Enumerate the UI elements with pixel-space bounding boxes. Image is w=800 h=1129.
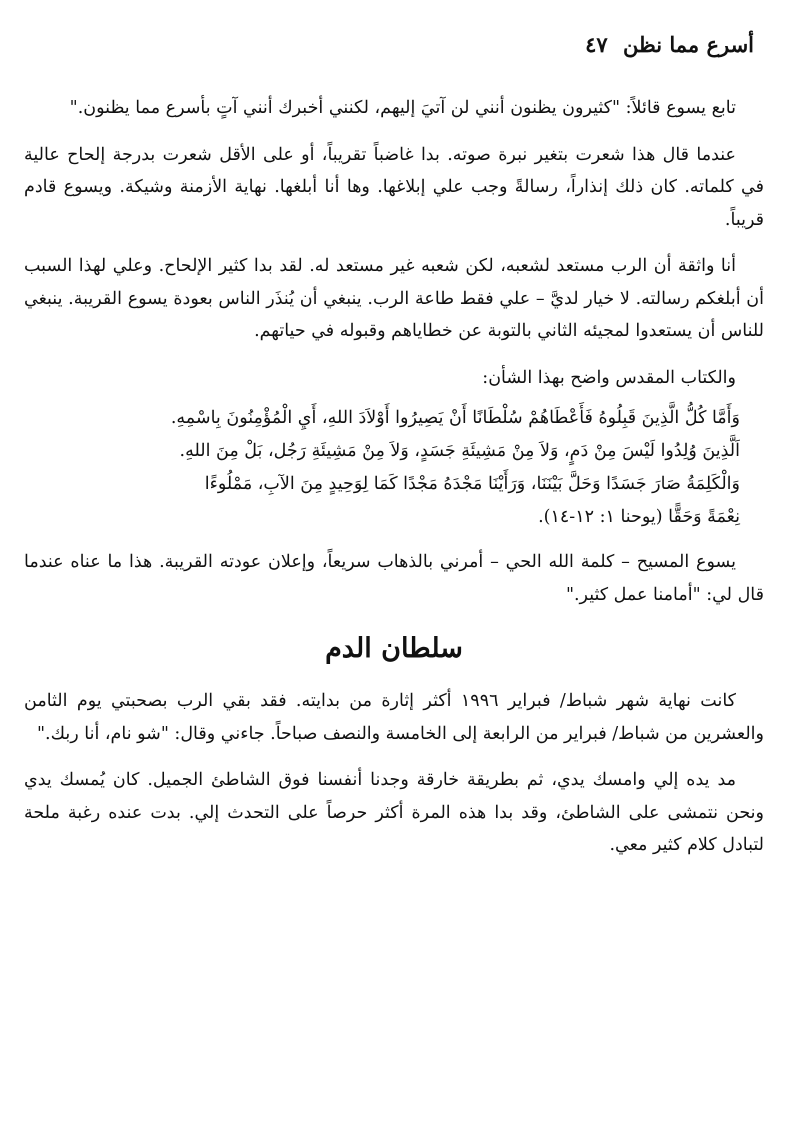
running-header xyxy=(354,32,754,57)
scripture-quote-line: اَلَّذِينَ وُلِدُوا لَيْسَ مِنْ دَمٍ، وَلاَ مِنْ مَشِيئَةِ جَسَدٍ، وَلاَ مِنْ مَشِيئَةِ رَجُل، بَلْ مِنَ اللهِ. xyxy=(179,441,740,461)
paragraph-6: كانت نهاية شهر شباط/ فبراير ١٩٩٦ أكثر إثارة من بدايته. فقد بقي الرب بصحبتي يوم الثامن والعشرين من شباط/ فبراير من الرابعة إلى الخامسة والنصف صباحاً. جاءني وقال: "شو نام، أنا ربك." xyxy=(24,691,764,744)
paragraph-1: تابع يسوع قائلاً: "كثيرون يظنون أنني لن آتيَ إليهم، لكنني أخبرك أنني آتٍ بأسرع مما يظنون." xyxy=(69,98,736,118)
quote-introduction: والكتاب المقدس واضح بهذا الشأن: xyxy=(482,367,736,388)
scripture-quote-line: وَالْكَلِمَةُ صَارَ جَسَدًا وَحَلَّ بَيْنَنَا، وَرَأَيْنَا مَجْدَهُ مَجْدًا كَمَا لِوَحِيدٍ مِنَ الآبِ، مَمْلُوءًا xyxy=(204,474,740,494)
scripture-quote-line: وَأَمَّا كُلُّ الَّذِينَ قَبِلُوهُ فَأَعْطَاهُمْ سُلْطَانًا أَنْ يَصِيرُوا أَوْلاَدَ اللهِ، أَيِ الْمُؤْمِنُونَ بِاسْمِهِ. xyxy=(170,408,740,428)
paragraph-2: عندما قال هذا شعرت بتغير نبرة صوته. بدا غاضباً تقريباً، أو على الأقل شعرت بدرجة إلحاح عالية في كلماته. كان ذلك إنذاراً، رسالةً وجب علي إبلاغها. وها أنا أبلغها. نهاية الأزمنة وشيكة. ويسوع قادم قريباً. xyxy=(24,144,764,230)
running-header-title: أسرع مما نظن xyxy=(622,32,754,57)
page-number: ٤٧ xyxy=(585,32,608,57)
paragraph-5: يسوع المسيح – كلمة الله الحي – أمرني بالذهاب سريعاً، وإعلان عودته القريبة. هذا ما عناه عندما قال لي: "أمامنا عمل كثير." xyxy=(24,552,764,605)
paragraph-3: أنا واثقة أن الرب مستعد لشعبه، لكن شعبه غير مستعد له. لقد بدا كثير الإلحاح. وعلي لهذا السبب أن أبلغكم رسالته. لا خيار لديَّ – علي فقط طاعة الرب. ينبغي أن يُنذَر الناس بعودة يسوع القريبة. ينبغي للناس أن يستعدوا لمجيئه الثاني بالتوبة عن خطاياهم وقبوله في حياتهم. xyxy=(24,256,764,341)
paragraph-7: مد يده إلي وامسك يدي، ثم بطريقة خارقة وجدنا أنفسنا فوق الشاطئ الجميل. كان يُمسك يدي ونحن نتمشى على الشاطئ، وقد بدا هذه المرة أكثر حرصاً على التحدث إلي. بدت عنده رغبة ملحة لتبادل كلام كثير معي. xyxy=(24,770,764,855)
scripture-quote-line: نِعْمَةً وَحَقًّا (يوحنا ١: ١٢-١٤). xyxy=(538,507,740,527)
section-heading: سلطان الدم xyxy=(325,633,463,664)
page-body xyxy=(24,92,764,876)
scripture-quote xyxy=(24,402,764,534)
